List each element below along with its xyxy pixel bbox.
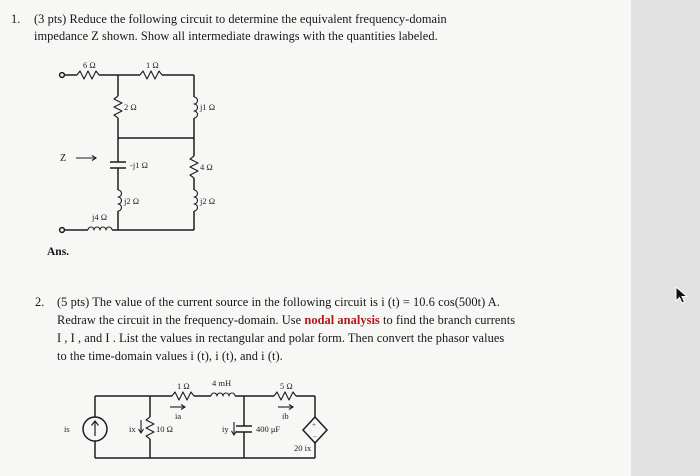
svg-text:+: +	[312, 421, 316, 429]
label-2ohm: 2 Ω	[124, 102, 137, 112]
label-ib: ib	[282, 411, 289, 421]
problem2-number: 2.	[35, 295, 45, 309]
inductor-4mh	[211, 393, 235, 396]
problem2-line1-text: (5 pts) The value of the current source in the following circuit is	[57, 295, 379, 309]
problem2-line2-end: to find the branch currents	[382, 313, 516, 327]
resistor-1ohm-c2	[172, 392, 194, 400]
label-ia: ia	[175, 411, 182, 421]
problem1-line1: (3 pts) Reduce the following circuit to determine the equivalent frequency-domain	[34, 12, 447, 26]
answer-label: Ans.	[47, 246, 70, 258]
label-j1ohm: j1 Ω	[200, 102, 216, 112]
label-ix: ix	[129, 424, 136, 434]
label-j2ohm-right: j2 Ω	[200, 196, 216, 206]
inductor-j1ohm	[194, 97, 198, 118]
label-4ohm: 4 Ω	[200, 162, 213, 172]
svg-text:−: −	[313, 433, 317, 441]
circuit-1	[60, 60, 215, 232]
resistor-10ohm	[146, 417, 154, 439]
terminal-bottom	[60, 228, 65, 233]
resistor-6ohm	[77, 71, 99, 79]
label-5ohm: 5 Ω	[280, 381, 293, 391]
label-j2ohm-left: j2 Ω	[124, 196, 140, 206]
resistor-5ohm	[274, 392, 296, 400]
terminal-top	[60, 73, 65, 78]
label-6ohm: 6 Ω	[83, 60, 96, 70]
label-10ohm: 10 Ω	[156, 424, 173, 434]
inductor-j2ohm-left	[118, 190, 122, 211]
side-margin	[631, 0, 700, 476]
label-400uf: 400 μF	[256, 424, 281, 434]
problem1-line2: impedance Z shown. Show all intermediate drawings with the quantities labeled.	[34, 29, 438, 43]
resistor-1ohm	[140, 71, 162, 79]
circuit-2	[64, 378, 327, 458]
label-j4ohm: j4 Ω	[92, 212, 108, 222]
label-neg-j1ohm: -j1 Ω	[130, 160, 148, 170]
label-is: is	[64, 424, 70, 434]
mouse-pointer-icon	[675, 286, 689, 304]
resistor-4ohm	[190, 156, 198, 178]
label-z: Z	[60, 153, 67, 164]
inductor-j2ohm-right	[194, 190, 198, 211]
resistor-2ohm	[114, 96, 122, 118]
label-1ohm: 1 Ω	[146, 60, 159, 70]
label-iy: iy	[222, 424, 229, 434]
problem2-line3: I , I , and I . List the values in rectangular and polar form. Then convert the phasor values	[57, 331, 505, 345]
nodal-analysis-emphasis: nodal analysis	[304, 313, 380, 327]
label-4mh: 4 mH	[212, 378, 232, 388]
problem2-line4: to the time-domain values i (t), i (t), and i (t).	[57, 349, 283, 363]
problem2-line2-text: Redraw the circuit in the frequency-domain. Use	[57, 313, 302, 327]
problem1-number: 1.	[11, 12, 21, 26]
label-20ix: 20 ix	[294, 443, 312, 453]
problem2-source-equation: i (t) = 10.6 cos(500t) A.	[381, 295, 500, 309]
inductor-j4ohm	[88, 227, 112, 230]
label-1ohm-c2: 1 Ω	[177, 381, 190, 391]
